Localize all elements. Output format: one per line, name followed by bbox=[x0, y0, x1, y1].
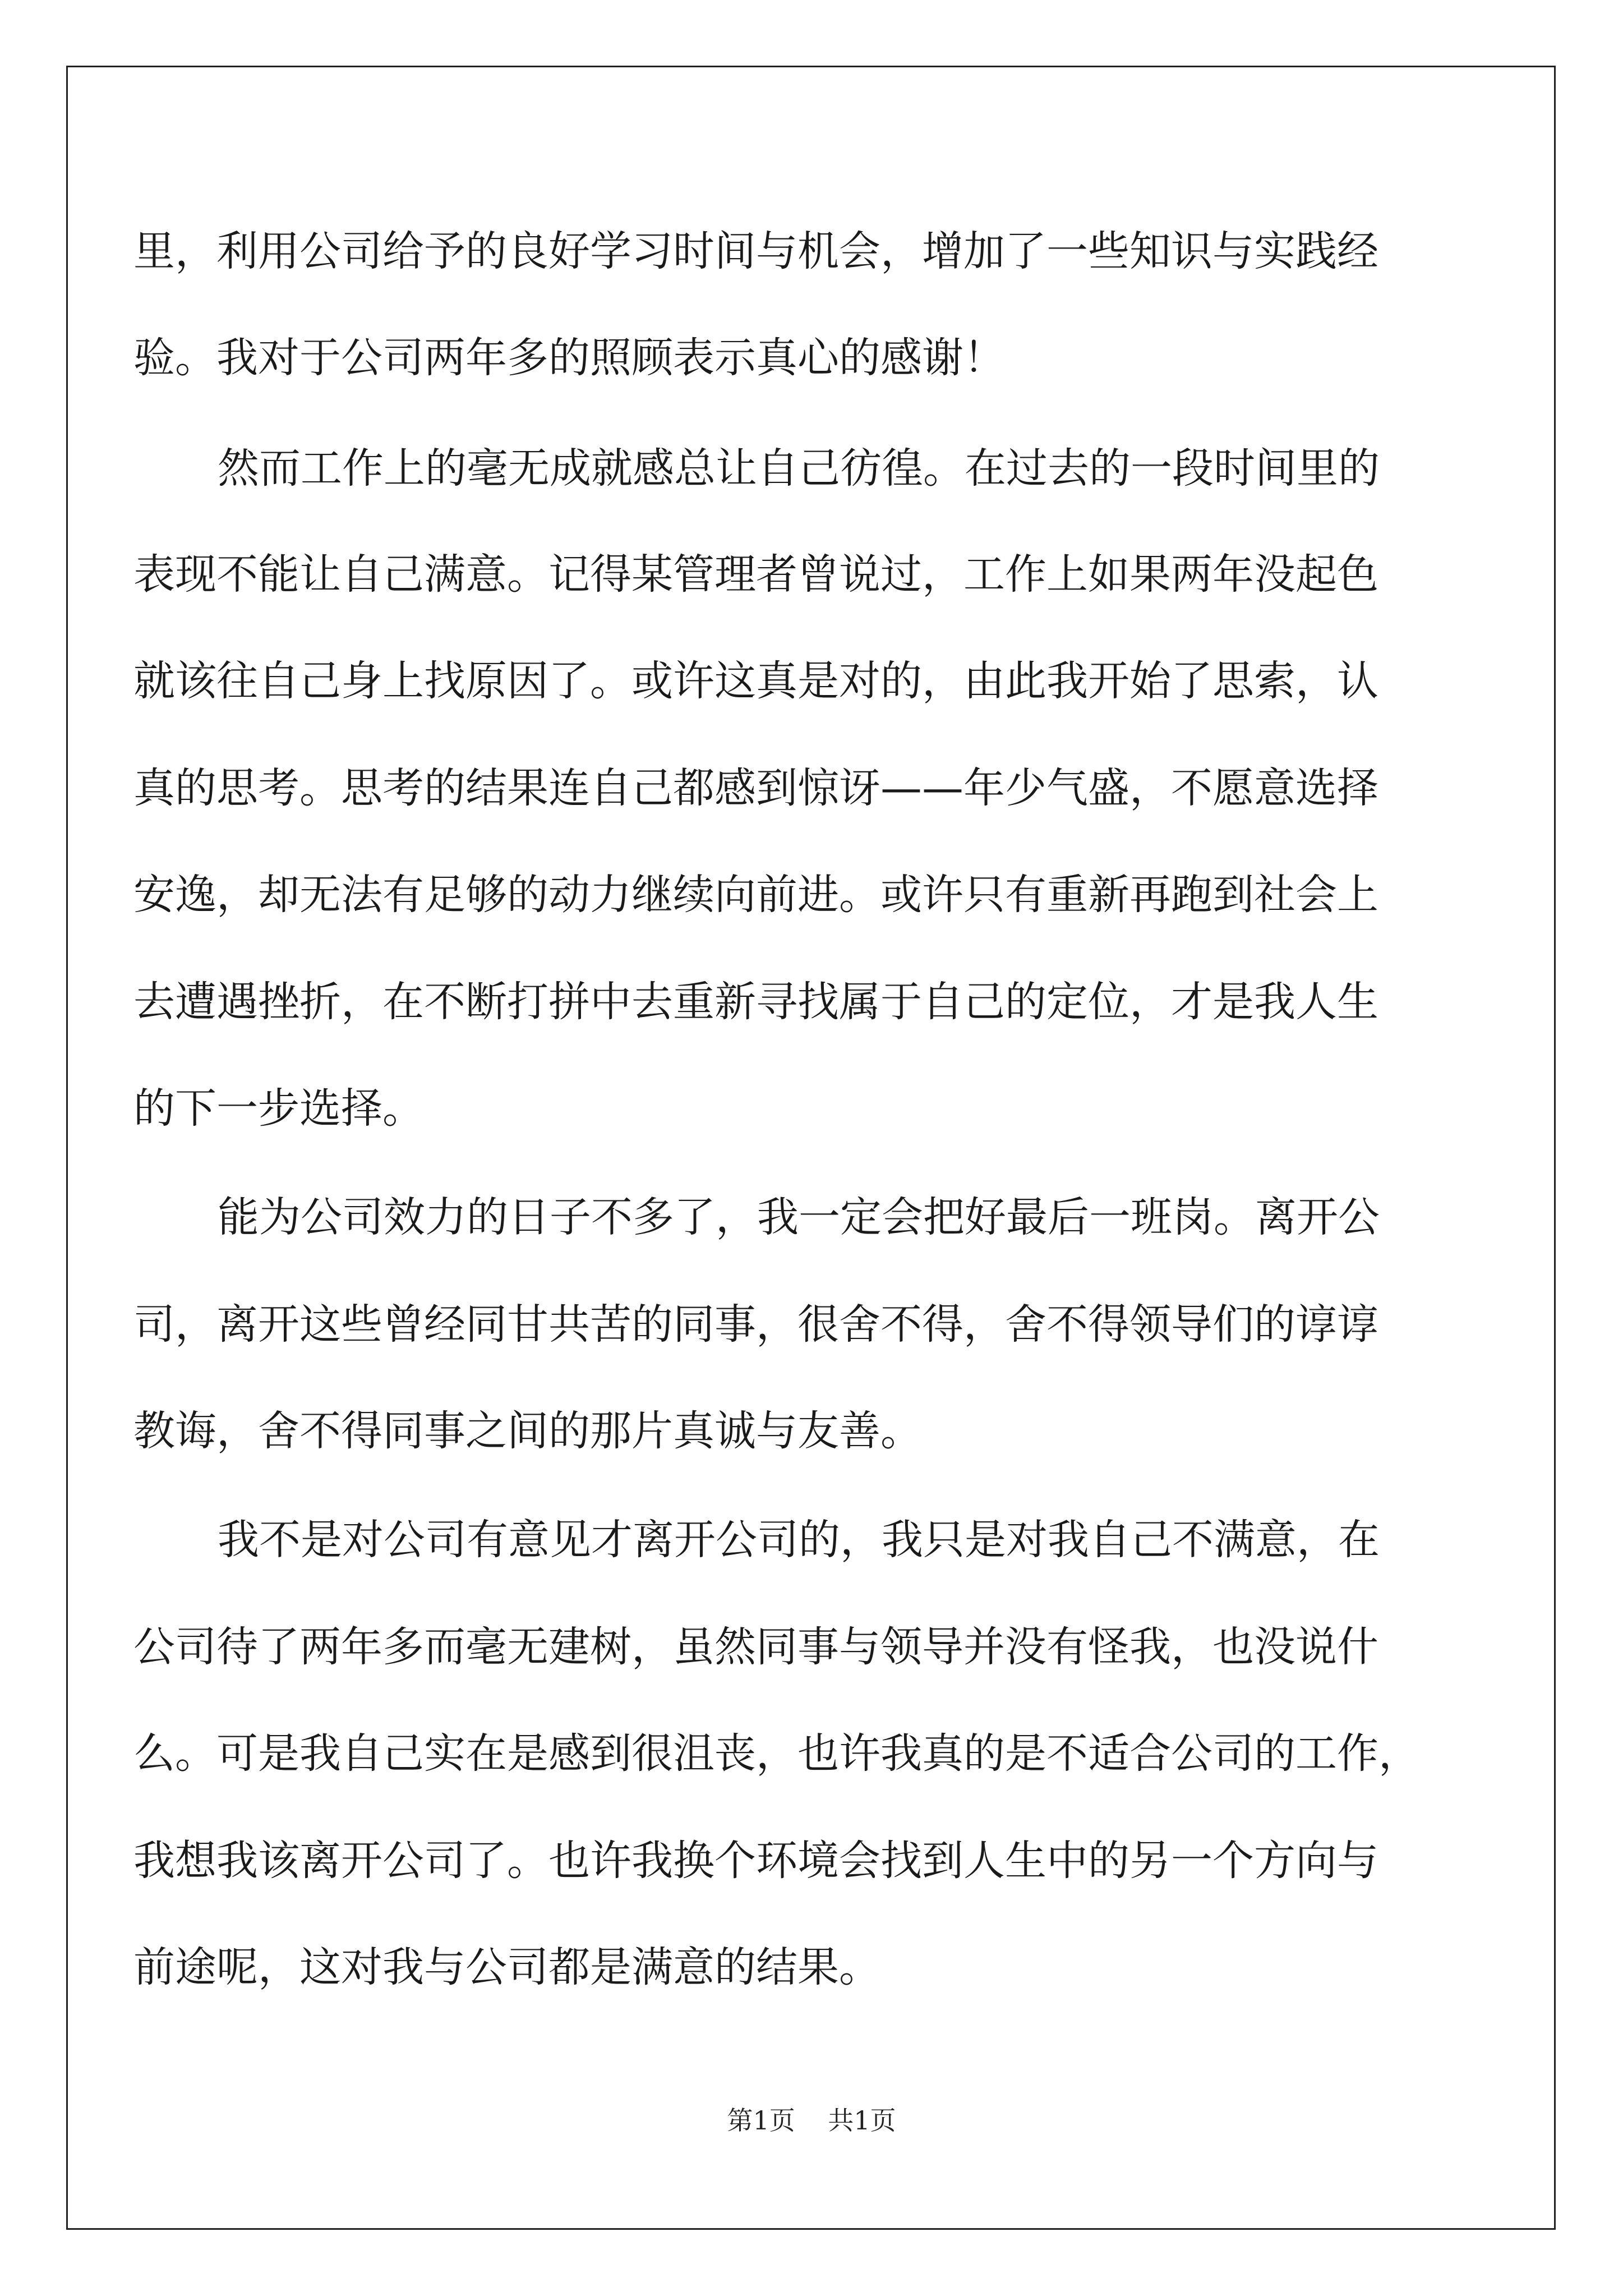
page-total: 共1页 bbox=[828, 2105, 896, 2136]
text-line-14: 公司待了两年多而毫无建树，虽然同事与领导并没有怪我，也没说什 bbox=[133, 1623, 1378, 1671]
footer-spacer bbox=[795, 2105, 828, 2136]
text-line-11: 司，离开这些曾经同甘共苦的同事，很舍不得，舍不得领导们的谆谆 bbox=[133, 1300, 1378, 1349]
text-line-12: 教诲，舍不得同事之间的那片真诚与友善。 bbox=[133, 1407, 922, 1455]
text-line-9: 的下一步选择。 bbox=[133, 1084, 424, 1133]
text-line-15: 么。可是我自己实在是感到很沮丧，也许我真的是不适合公司的工作， bbox=[133, 1729, 1420, 1778]
text-line-13: 我不是对公司有意见才离开公司的，我只是对我自己不满意，在 bbox=[218, 1516, 1380, 1564]
text-line-10: 能为公司效力的日子不多了，我一定会把好最后一班岗。离开公 bbox=[218, 1193, 1380, 1241]
page-number: 第1页 bbox=[727, 2105, 795, 2136]
text-line-8: 去遭遇挫折，在不断打拼中去重新寻找属于自己的定位，才是我人生 bbox=[133, 978, 1378, 1026]
text-line-4: 表现不能让自己满意。记得某管理者曾说过，工作上如果两年没起色 bbox=[133, 550, 1378, 599]
text-line-5: 就该往自己身上找原因了。或许这真是对的，由此我开始了思索，认 bbox=[133, 657, 1378, 705]
text-line-1: 里，利用公司给予的良好学习时间与机会，增加了一些知识与实践经 bbox=[133, 227, 1378, 275]
page-footer bbox=[0, 2098, 1623, 2143]
text-line-16: 我想我该离开公司了。也许我换个环境会找到人生中的另一个方向与 bbox=[133, 1837, 1378, 1885]
text-line-7: 安逸，却无法有足够的动力继续向前进。或许只有重新再跑到社会上 bbox=[133, 871, 1378, 919]
text-line-3: 然而工作上的毫无成就感总让自己彷徨。在过去的一段时间里的 bbox=[218, 444, 1380, 493]
text-line-6: 真的思考。思考的结果连自己都感到惊讶——年少气盛，不愿意选择 bbox=[133, 764, 1378, 812]
text-line-2: 验。我对于公司两年多的照顾表示真心的感谢！ bbox=[133, 334, 1005, 382]
text-line-17: 前途呢，这对我与公司都是满意的结果。 bbox=[133, 1943, 880, 1991]
